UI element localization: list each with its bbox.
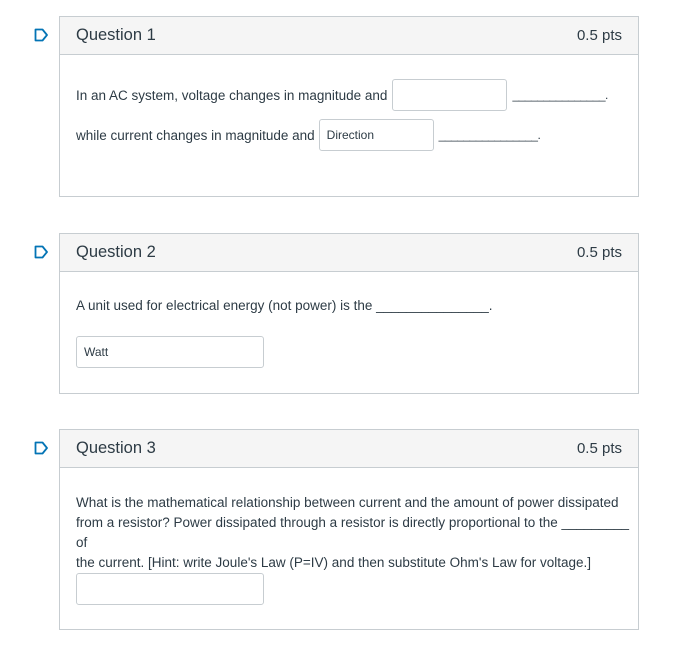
question-2-prompt: A unit used for electrical energy (not power) is the _______________.	[76, 298, 493, 313]
flag-question-2-icon[interactable]	[34, 245, 49, 259]
question-3-title: Question 3	[76, 439, 156, 457]
question-1-text-2: while current changes in magnitude and	[76, 127, 315, 143]
question-1-points: 0.5 pts	[576, 27, 622, 44]
question-2-answer-input[interactable]	[76, 336, 264, 368]
question-1-card	[59, 16, 639, 197]
question-3-prompt-line-1: What is the mathematical relationship between current and the amount of power dissipated	[76, 495, 619, 510]
question-3-prompt-line-3: the current. [Hint: write Joule's Law (P=IV) and then substitute Ohm's Law for voltage.]	[76, 555, 592, 570]
flag-question-3-icon[interactable]	[34, 441, 49, 455]
question-3-answer-input[interactable]	[76, 573, 264, 605]
question-2-header	[60, 234, 638, 272]
question-3-prompt-line-2: from a resistor? Power dissipated through a resistor is directly proportional to the _________ of	[76, 515, 630, 550]
question-2-points: 0.5 pts	[576, 244, 622, 261]
question-1-answer-2-input[interactable]	[319, 119, 434, 151]
question-3-points: 0.5 pts	[576, 440, 622, 457]
question-3-header	[60, 430, 638, 468]
question-3-card	[59, 429, 639, 630]
question-1-header	[60, 17, 638, 55]
question-2-card	[59, 233, 639, 394]
question-1-answer-1-input[interactable]	[392, 79, 507, 111]
question-1-blank-2: ________________.	[438, 128, 541, 142]
flag-question-1-icon[interactable]	[34, 28, 49, 42]
question-3-prompt	[76, 493, 632, 573]
question-1-line-2	[76, 119, 540, 151]
question-1-title: Question 1	[76, 26, 156, 44]
question-1-line-1	[76, 79, 608, 111]
question-2-title: Question 2	[76, 243, 156, 261]
question-1-text-1: In an AC system, voltage changes in magnitude and	[76, 87, 388, 103]
question-1-blank-1: _______________.	[512, 88, 608, 102]
